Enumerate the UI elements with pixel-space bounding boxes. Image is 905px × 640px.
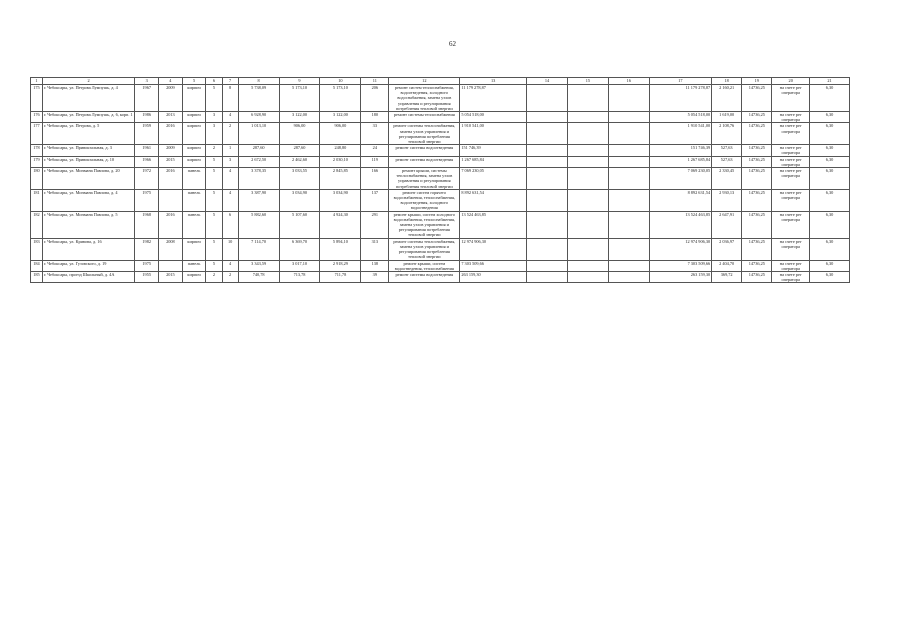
cell-specific-cost: 2 330,45 bbox=[712, 168, 742, 190]
cell-work-type: ремонт системы водоотведения bbox=[389, 145, 460, 156]
cell-work-type: ремонт систем теплоснабжения, водоотведения, холодного водоснабжения, замена узлов управления и регулирования потребления тепловой энергии bbox=[389, 85, 460, 112]
cell-year-repair: 2016 bbox=[159, 168, 183, 190]
cell-max-cost: 14736,25 bbox=[742, 238, 772, 260]
cell-cost-local bbox=[608, 238, 649, 260]
cell-cost-region bbox=[567, 189, 608, 211]
cell-cost-federal bbox=[527, 85, 568, 112]
cell-address: г. Чебоксары, ул. Привокзальная, д. 10 bbox=[42, 156, 135, 167]
cell-total-area: 2 672,50 bbox=[238, 156, 279, 167]
cell-total-area: 1 013,10 bbox=[238, 123, 279, 145]
cell-entrances: 2 bbox=[222, 123, 238, 145]
cell-year-repair bbox=[159, 189, 183, 211]
table-row bbox=[31, 156, 850, 167]
cell-total-cost: 13 524 463,85 bbox=[460, 211, 527, 238]
cell-living-area: 6 369,70 bbox=[279, 238, 320, 260]
cell-living-area: 3 122,00 bbox=[279, 112, 320, 123]
cell-work-type: ремонт системы теплоснабжения bbox=[389, 112, 460, 123]
cell-year-built: 1955 bbox=[135, 271, 159, 282]
cell-total-cost: 12 974 906,30 bbox=[460, 238, 527, 260]
cell-specific-cost: 2 930,13 bbox=[712, 189, 742, 211]
cell-fund-method: на счете рег оператора bbox=[772, 123, 810, 145]
cell-total-cost: 5 054 518,00 bbox=[460, 112, 527, 123]
cell-living-area: 5 107,60 bbox=[279, 211, 320, 238]
cell-row-number: 175 bbox=[31, 85, 43, 112]
cell-cost-owners: 1 910 541,00 bbox=[649, 123, 711, 145]
cell-floors: 5 bbox=[206, 260, 222, 271]
cell-cost-owners: 13 524 463,85 bbox=[649, 211, 711, 238]
cell-floors: 5 bbox=[206, 189, 222, 211]
cell-year-built: 1968 bbox=[135, 211, 159, 238]
cell-wall-material: кирпич bbox=[182, 85, 206, 112]
cell-floors: 5 bbox=[206, 238, 222, 260]
cell-wall-material: панель bbox=[182, 260, 206, 271]
cell-work-type: ремонт системы теплоснабжения, замена узлов управления и регулирования потребления тепловой энергии bbox=[389, 123, 460, 145]
cell-total-cost: 7 069 230,05 bbox=[460, 168, 527, 190]
cell-work-type: ремонт системы водоотведения bbox=[389, 156, 460, 167]
cell-address: г. Чебоксары, ул. Кривова, д. 16 bbox=[42, 238, 135, 260]
cell-cost-local bbox=[608, 211, 649, 238]
column-header: 5 bbox=[182, 78, 206, 85]
cell-floors: 2 bbox=[206, 145, 222, 156]
cell-work-type: ремонт крыши, систем водоотведения, теплоснабжения bbox=[389, 260, 460, 271]
cell-cost-local bbox=[608, 271, 649, 282]
cell-wall-material: панель bbox=[182, 168, 206, 190]
cell-fund-method: на счете рег оператора bbox=[772, 189, 810, 211]
cell-year-built: 1966 bbox=[135, 156, 159, 167]
page-number: 62 bbox=[449, 40, 456, 48]
column-header: 17 bbox=[649, 78, 711, 85]
cell-living-area: 3 033,55 bbox=[279, 168, 320, 190]
cell-address: г. Чебоксары, проезд Школьный, д. 4А bbox=[42, 271, 135, 282]
cell-term: 6,30 bbox=[810, 123, 850, 145]
cell-address: г. Чебоксары, ул. Петрова Лумпушь, д. 6, корп. 1 bbox=[42, 112, 135, 123]
table-row bbox=[31, 85, 850, 112]
cell-living-area: 2 462,60 bbox=[279, 156, 320, 167]
cell-year-repair: 2009 bbox=[159, 145, 183, 156]
header-row bbox=[31, 78, 850, 85]
cell-year-built: 1982 bbox=[135, 238, 159, 260]
cell-fund-method: на счете рег оператора bbox=[772, 85, 810, 112]
table-row bbox=[31, 112, 850, 123]
cell-entrances: 8 bbox=[222, 85, 238, 112]
column-header: 6 bbox=[206, 78, 222, 85]
cell-wall-material: панель bbox=[182, 189, 206, 211]
cell-term: 6,30 bbox=[810, 156, 850, 167]
column-header: 14 bbox=[527, 78, 568, 85]
cell-year-repair: 2015 bbox=[159, 156, 183, 167]
cell-cost-federal bbox=[527, 145, 568, 156]
cell-specific-cost: 1 619,00 bbox=[712, 112, 742, 123]
cell-cost-federal bbox=[527, 189, 568, 211]
cell-term: 6,30 bbox=[810, 271, 850, 282]
column-header: 4 bbox=[159, 78, 183, 85]
cell-cost-local bbox=[608, 189, 649, 211]
cell-cost-region bbox=[567, 123, 608, 145]
cell-max-cost: 14736,25 bbox=[742, 189, 772, 211]
cell-residents: 313 bbox=[361, 238, 389, 260]
cell-total-area: 3 378,35 bbox=[238, 168, 279, 190]
cell-residents: 24 bbox=[361, 145, 389, 156]
column-header: 9 bbox=[279, 78, 320, 85]
cell-residents: 166 bbox=[361, 168, 389, 190]
cell-cost-region bbox=[567, 238, 608, 260]
cell-cost-local bbox=[608, 168, 649, 190]
cell-total-area: 3 387,90 bbox=[238, 189, 279, 211]
cell-entrances: 10 bbox=[222, 238, 238, 260]
column-header: 18 bbox=[712, 78, 742, 85]
cell-cost-federal bbox=[527, 211, 568, 238]
cell-row-number: 181 bbox=[31, 189, 43, 211]
cell-cost-owners: 11 179 278,87 bbox=[649, 85, 711, 112]
cell-total-cost: 11 179 278,87 bbox=[460, 85, 527, 112]
cell-living-area: 3 034,90 bbox=[279, 189, 320, 211]
cell-term: 6,30 bbox=[810, 211, 850, 238]
cell-term: 6,30 bbox=[810, 238, 850, 260]
table-row bbox=[31, 260, 850, 271]
cell-fund-method: на счете рег оператора bbox=[772, 168, 810, 190]
cell-resident-area: 906,00 bbox=[320, 123, 361, 145]
cell-term: 6,30 bbox=[810, 85, 850, 112]
cell-resident-area: 2 918,29 bbox=[320, 260, 361, 271]
cell-entrances: 4 bbox=[222, 260, 238, 271]
column-header: 8 bbox=[238, 78, 279, 85]
cell-living-area: 906,00 bbox=[279, 123, 320, 145]
cell-cost-region bbox=[567, 145, 608, 156]
table-row bbox=[31, 271, 850, 282]
cell-wall-material: кирпич bbox=[182, 156, 206, 167]
cell-cost-owners: 12 974 906,30 bbox=[649, 238, 711, 260]
cell-cost-local bbox=[608, 112, 649, 123]
cell-term: 6,30 bbox=[810, 189, 850, 211]
cell-cost-federal bbox=[527, 123, 568, 145]
cell-entrances: 6 bbox=[222, 211, 238, 238]
cell-term: 6,30 bbox=[810, 112, 850, 123]
cell-wall-material: кирпич bbox=[182, 112, 206, 123]
cell-total-area: 6 928,90 bbox=[238, 112, 279, 123]
cell-residents: 206 bbox=[361, 85, 389, 112]
cell-work-type: ремонт системы теплоснабжения, замена узлов управления и регулирования потребления тепловой энергии bbox=[389, 238, 460, 260]
cell-total-area: 5 882,60 bbox=[238, 211, 279, 238]
cell-residents: 119 bbox=[361, 156, 389, 167]
cell-year-repair: 2015 bbox=[159, 271, 183, 282]
cell-specific-cost: 527,63 bbox=[712, 156, 742, 167]
cell-specific-cost: 527,63 bbox=[712, 145, 742, 156]
cell-total-cost: 151 746,39 bbox=[460, 145, 527, 156]
cell-fund-method: на счете рег оператора bbox=[772, 238, 810, 260]
cell-address: г. Чебоксары, ул. Мичмана Павлова, д. 20 bbox=[42, 168, 135, 190]
cell-year-built: 1986 bbox=[135, 112, 159, 123]
cell-row-number: 183 bbox=[31, 238, 43, 260]
column-header: 19 bbox=[742, 78, 772, 85]
cell-living-area: 5 173,10 bbox=[279, 85, 320, 112]
cell-cost-federal bbox=[527, 156, 568, 167]
column-header: 7 bbox=[222, 78, 238, 85]
cell-max-cost: 14736,25 bbox=[742, 271, 772, 282]
cell-term: 6,30 bbox=[810, 168, 850, 190]
cell-year-built: 1975 bbox=[135, 260, 159, 271]
cell-total-cost: 263 159,30 bbox=[460, 271, 527, 282]
cell-fund-method: на счете рег оператора bbox=[772, 156, 810, 167]
cell-specific-cost: 2 647,91 bbox=[712, 211, 742, 238]
cell-max-cost: 14736,25 bbox=[742, 145, 772, 156]
cell-fund-method: на счете рег оператора bbox=[772, 112, 810, 123]
cell-max-cost: 14736,25 bbox=[742, 211, 772, 238]
table-row bbox=[31, 168, 850, 190]
cell-cost-local bbox=[608, 156, 649, 167]
cell-max-cost: 14736,25 bbox=[742, 112, 772, 123]
cell-cost-local bbox=[608, 260, 649, 271]
cell-max-cost: 14736,25 bbox=[742, 168, 772, 190]
cell-cost-owners: 7 069 230,05 bbox=[649, 168, 711, 190]
cell-cost-owners: 5 054 518,00 bbox=[649, 112, 711, 123]
cell-cost-owners: 151 746,39 bbox=[649, 145, 711, 156]
cell-year-repair bbox=[159, 260, 183, 271]
column-header: 10 bbox=[320, 78, 361, 85]
cell-max-cost: 14736,25 bbox=[742, 123, 772, 145]
cell-cost-region bbox=[567, 260, 608, 271]
cell-fund-method: на счете рег оператора bbox=[772, 211, 810, 238]
cell-entrances: 4 bbox=[222, 189, 238, 211]
cell-living-area: 713,78 bbox=[279, 271, 320, 282]
column-header: 12 bbox=[389, 78, 460, 85]
cell-year-built: 1961 bbox=[135, 145, 159, 156]
cell-entrances: 4 bbox=[222, 112, 238, 123]
cell-work-type: ремонт крыши, системы теплоснабжения, замена узлов управления и регулирования потребления тепловой энергии bbox=[389, 168, 460, 190]
cell-cost-region bbox=[567, 156, 608, 167]
column-header: 3 bbox=[135, 78, 159, 85]
cell-max-cost: 14736,25 bbox=[742, 260, 772, 271]
cell-resident-area: 248,80 bbox=[320, 145, 361, 156]
column-header: 20 bbox=[772, 78, 810, 85]
cell-fund-method: на счете рег оператора bbox=[772, 260, 810, 271]
cell-address: г. Чебоксары, ул. Мичмана Павлова, д. 4 bbox=[42, 189, 135, 211]
column-header: 13 bbox=[460, 78, 527, 85]
cell-residents: 33 bbox=[361, 123, 389, 145]
column-header: 21 bbox=[810, 78, 850, 85]
cell-cost-local bbox=[608, 123, 649, 145]
cell-residents: 39 bbox=[361, 271, 389, 282]
cell-resident-area: 3 034,90 bbox=[320, 189, 361, 211]
cell-wall-material: кирпич bbox=[182, 123, 206, 145]
cell-cost-owners: 263 159,30 bbox=[649, 271, 711, 282]
cell-cost-owners: 1 267 685,84 bbox=[649, 156, 711, 167]
cell-cost-region bbox=[567, 112, 608, 123]
cell-term: 6,30 bbox=[810, 260, 850, 271]
cell-year-repair: 2016 bbox=[159, 123, 183, 145]
cell-cost-local bbox=[608, 145, 649, 156]
cell-row-number: 176 bbox=[31, 112, 43, 123]
cell-resident-area: 5 894,10 bbox=[320, 238, 361, 260]
cell-year-repair: 2009 bbox=[159, 85, 183, 112]
cell-total-area: 287,60 bbox=[238, 145, 279, 156]
cell-resident-area: 711,78 bbox=[320, 271, 361, 282]
cell-floors: 5 bbox=[206, 156, 222, 167]
table-row bbox=[31, 238, 850, 260]
cell-total-cost: 7 303 509,66 bbox=[460, 260, 527, 271]
cell-row-number: 179 bbox=[31, 156, 43, 167]
cell-wall-material: панель bbox=[182, 211, 206, 238]
cell-cost-federal bbox=[527, 168, 568, 190]
table-row bbox=[31, 123, 850, 145]
table-row bbox=[31, 211, 850, 238]
cell-row-number: 185 bbox=[31, 271, 43, 282]
cell-cost-federal bbox=[527, 238, 568, 260]
column-header: 16 bbox=[608, 78, 649, 85]
repair-table bbox=[30, 77, 850, 283]
cell-entrances: 1 bbox=[222, 145, 238, 156]
cell-address: г. Чебоксары, ул. Петрова Лумпушь, д. 4 bbox=[42, 85, 135, 112]
cell-total-cost: 1 910 541,00 bbox=[460, 123, 527, 145]
cell-year-built: 1972 bbox=[135, 168, 159, 190]
cell-residents: 137 bbox=[361, 189, 389, 211]
cell-residents: 180 bbox=[361, 112, 389, 123]
cell-max-cost: 14736,25 bbox=[742, 156, 772, 167]
cell-resident-area: 5 173,10 bbox=[320, 85, 361, 112]
cell-living-area: 3 017,10 bbox=[279, 260, 320, 271]
column-header: 15 bbox=[567, 78, 608, 85]
cell-cost-federal bbox=[527, 271, 568, 282]
cell-cost-federal bbox=[527, 112, 568, 123]
cell-total-area: 3 343,59 bbox=[238, 260, 279, 271]
cell-wall-material: кирпич bbox=[182, 238, 206, 260]
cell-resident-area: 2 030,10 bbox=[320, 156, 361, 167]
cell-resident-area: 3 122,00 bbox=[320, 112, 361, 123]
cell-row-number: 178 bbox=[31, 145, 43, 156]
table-row bbox=[31, 189, 850, 211]
cell-row-number: 184 bbox=[31, 260, 43, 271]
cell-cost-region bbox=[567, 211, 608, 238]
cell-floors: 5 bbox=[206, 85, 222, 112]
cell-residents: 138 bbox=[361, 260, 389, 271]
cell-address: г. Чебоксары, ул. Мичмана Павлова, д. 5 bbox=[42, 211, 135, 238]
cell-entrances: 4 bbox=[222, 168, 238, 190]
cell-term: 6,30 bbox=[810, 145, 850, 156]
cell-floors: 5 bbox=[206, 211, 222, 238]
cell-cost-federal bbox=[527, 260, 568, 271]
cell-specific-cost: 2 036,97 bbox=[712, 238, 742, 260]
cell-address: г. Чебоксары, ул. Привокзальная, д. 3 bbox=[42, 145, 135, 156]
table-row bbox=[31, 145, 850, 156]
cell-max-cost: 14736,25 bbox=[742, 85, 772, 112]
cell-year-repair: 2013 bbox=[159, 112, 183, 123]
cell-address: г. Чебоксары, ул. Гузовского, д. 19 bbox=[42, 260, 135, 271]
cell-residents: 291 bbox=[361, 211, 389, 238]
cell-year-built: 1975 bbox=[135, 189, 159, 211]
cell-entrances: 3 bbox=[222, 156, 238, 167]
cell-living-area: 287,60 bbox=[279, 145, 320, 156]
cell-year-repair: 2016 bbox=[159, 211, 183, 238]
column-header: 2 bbox=[42, 78, 135, 85]
cell-total-area: 5 738,09 bbox=[238, 85, 279, 112]
cell-address: г. Чебоксары, ул. Петрова, д. 5 bbox=[42, 123, 135, 145]
column-header: 1 bbox=[31, 78, 43, 85]
cell-specific-cost: 2 404,70 bbox=[712, 260, 742, 271]
cell-cost-local bbox=[608, 85, 649, 112]
cell-total-area: 7 114,70 bbox=[238, 238, 279, 260]
cell-wall-material: кирпич bbox=[182, 271, 206, 282]
cell-cost-owners: 7 303 509,66 bbox=[649, 260, 711, 271]
cell-total-cost: 1 267 685,84 bbox=[460, 156, 527, 167]
cell-cost-region bbox=[567, 271, 608, 282]
cell-fund-method: на счете рег оператора bbox=[772, 271, 810, 282]
cell-year-repair: 2008 bbox=[159, 238, 183, 260]
cell-cost-region bbox=[567, 85, 608, 112]
cell-entrances: 2 bbox=[222, 271, 238, 282]
cell-specific-cost: 369,72 bbox=[712, 271, 742, 282]
cell-total-cost: 8 892 631,54 bbox=[460, 189, 527, 211]
cell-work-type: ремонт систем горячего водоснабжения, теплоснабжения, водоотведения, холодного водоотведения bbox=[389, 189, 460, 211]
cell-wall-material: кирпич bbox=[182, 145, 206, 156]
column-header: 11 bbox=[361, 78, 389, 85]
cell-floors: 3 bbox=[206, 123, 222, 145]
cell-specific-cost: 2 108,76 bbox=[712, 123, 742, 145]
cell-row-number: 180 bbox=[31, 168, 43, 190]
cell-row-number: 182 bbox=[31, 211, 43, 238]
cell-work-type: ремонт крыши, систем холодного водоснабжения, теплоснабжения, замена узлов управления и регулирования потребления тепловой энергии bbox=[389, 211, 460, 238]
cell-specific-cost: 2 160,21 bbox=[712, 85, 742, 112]
cell-resident-area: 4 924,30 bbox=[320, 211, 361, 238]
cell-fund-method: на счете рег оператора bbox=[772, 145, 810, 156]
cell-row-number: 177 bbox=[31, 123, 43, 145]
cell-work-type: ремонт системы водоотведения bbox=[389, 271, 460, 282]
cell-floors: 3 bbox=[206, 112, 222, 123]
cell-floors: 5 bbox=[206, 168, 222, 190]
cell-cost-owners: 8 892 631,54 bbox=[649, 189, 711, 211]
cell-cost-region bbox=[567, 168, 608, 190]
cell-year-built: 1959 bbox=[135, 123, 159, 145]
cell-floors: 2 bbox=[206, 271, 222, 282]
cell-resident-area: 2 845,85 bbox=[320, 168, 361, 190]
cell-total-area: 740,78 bbox=[238, 271, 279, 282]
cell-year-built: 1967 bbox=[135, 85, 159, 112]
